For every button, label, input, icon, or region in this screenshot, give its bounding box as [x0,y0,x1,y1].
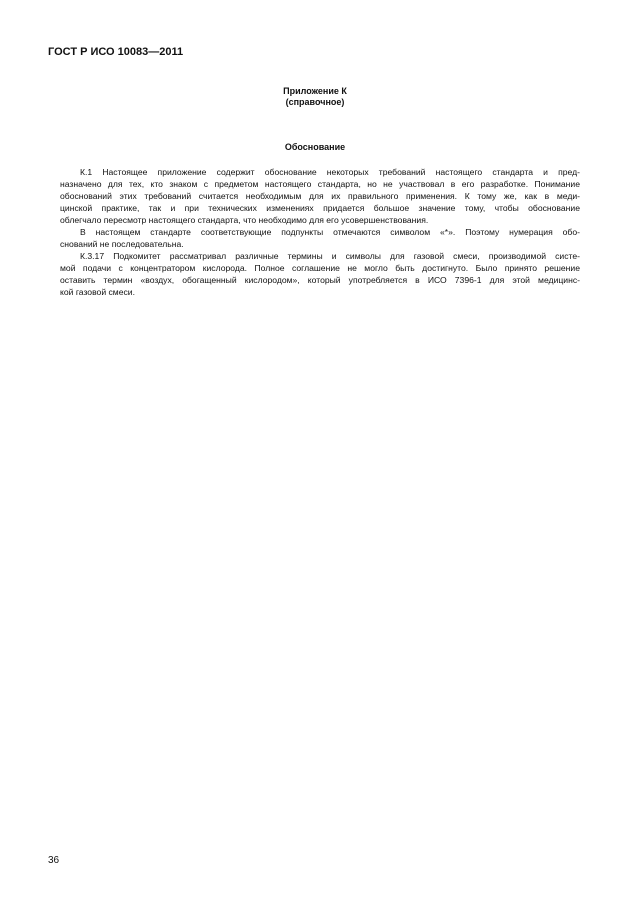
annex-title: Приложение К [283,86,347,96]
paragraph [60,166,580,226]
text-line: цинской практике, так и при технических изменениях придается большое значение тому, чтобы обоснование [60,203,580,213]
document-body [60,166,580,298]
text-line: кой газовой смеси. [60,287,135,297]
text-line: мой подачи с концентратором кислорода. Полное соглашение не могло быть достигнуто. Было принято решение [60,263,580,273]
paragraph [60,250,580,298]
section-title: Обоснование [284,142,346,152]
text-line: оставить термин «воздух, обогащенный кислородом», который употребляется в ИСО 7396-1 для этой медицинс- [60,275,580,285]
text-line: снований не последовательна. [60,239,184,249]
annex-subtitle: (справочное) [285,97,345,107]
text-line: К.3.17 Подкомитет рассматривал различные термины и символы для газовой смеси, производимой систе- [80,251,580,261]
text-line: облегчало пересмотр настоящего стандарта, что необходимо для его усовершенствования. [60,215,429,225]
paragraph [60,226,580,250]
page-number: 36 [48,855,60,866]
text-line: назначено для тех, кто знаком с предметом настоящего стандарта, но не участвовал в его разработке. Понимание [60,179,580,189]
text-line: В настоящем стандарте соответствующие подпункты отмечаются символом «*». Поэтому нумерация обо- [80,227,580,237]
document-header: ГОСТ Р ИСО 10083—2011 [48,46,184,58]
text-line: обоснований этих требований считается необходимым для их правильного применения. К тому же, как в меди- [60,191,580,201]
text-line: К.1 Настоящее приложение содержит обоснование некоторых требований настоящего стандарта и пред- [80,167,580,177]
